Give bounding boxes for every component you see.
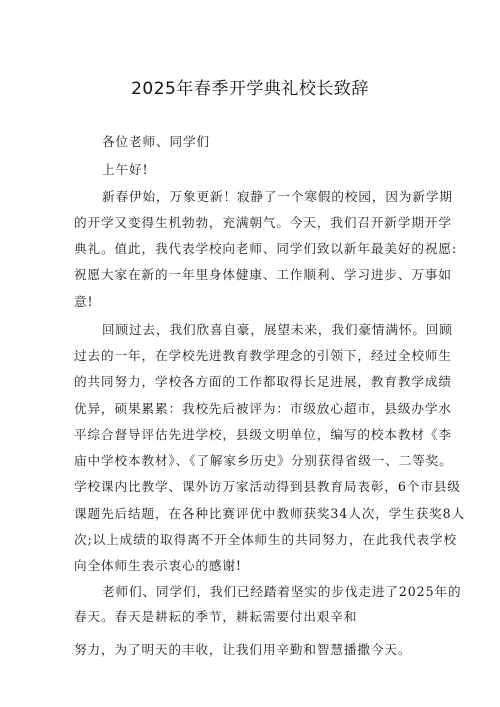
document-title: 2025年春季开学典礼校长致辞	[131, 79, 369, 99]
paragraph-line: 的共同努力，学校各方面的工作都取得长足进展，教育教学成绩	[74, 374, 452, 389]
paragraph-line: 学校课内比教学、课外访万家活动得到县教育局表彰，6个市县级	[74, 479, 461, 494]
paragraph-line: 次;以上成绩的取得离不开全体师生的共同努力，在此我代表学校	[74, 532, 457, 547]
paragraph-line: 春天。春天是耕耘的季节，耕耘需要付出艰辛和	[74, 609, 358, 624]
paragraph-line: 努力，为了明天的丰收，让我们用辛勤和智慧播撒今天。	[74, 642, 412, 657]
paragraph-line: 意!	[74, 294, 94, 309]
paragraph-line: 课题先后结题，在各种比赛评优中教师获奖34人次，学生获奖8人	[74, 506, 466, 521]
paragraph-line: 回顾过去，我们欣喜自豪，展望未来，我们豪情满怀。回顾	[102, 322, 453, 337]
paragraph-line: 的开学又变得生机勃勃，充满朝气。今天，我们召开新学期开学	[74, 215, 452, 230]
paragraph-line: 庙中学校本教材》、《了解家乡历史》分别获得省级一、二等奖。	[74, 453, 453, 468]
paragraph-line: 典礼。值此，我代表学校向老师、同学们致以新年最美好的祝愿:	[74, 241, 457, 256]
paragraph-line: 新春伊始，万象更新！寂静了一个寒假的校园，因为新学期	[102, 189, 453, 204]
paragraph-line: 祝愿大家在新的一年里身体健康、工作顺利、学习进步、万事如	[74, 267, 452, 282]
greeting-line: 各位老师、同学们	[102, 134, 210, 149]
paragraph-line: 平综合督导评估先进学校，县级文明单位，编写的校本教材《李	[74, 427, 452, 442]
paragraph-line: 向全体师生表示衷心的感谢!	[74, 558, 242, 573]
paragraph-line: 过去的一年，在学校先进教育教学理念的引领下，经过全校师生	[74, 348, 452, 363]
paragraph-line: 老师们、同学们，我们已经踏着坚实的步伐走进了2025年的	[102, 584, 462, 599]
paragraph-line: 优异，硕果累累：我校先后被评为：市级放心超市，县级办学水	[74, 401, 452, 416]
greeting-line: 上午好!	[102, 162, 149, 177]
